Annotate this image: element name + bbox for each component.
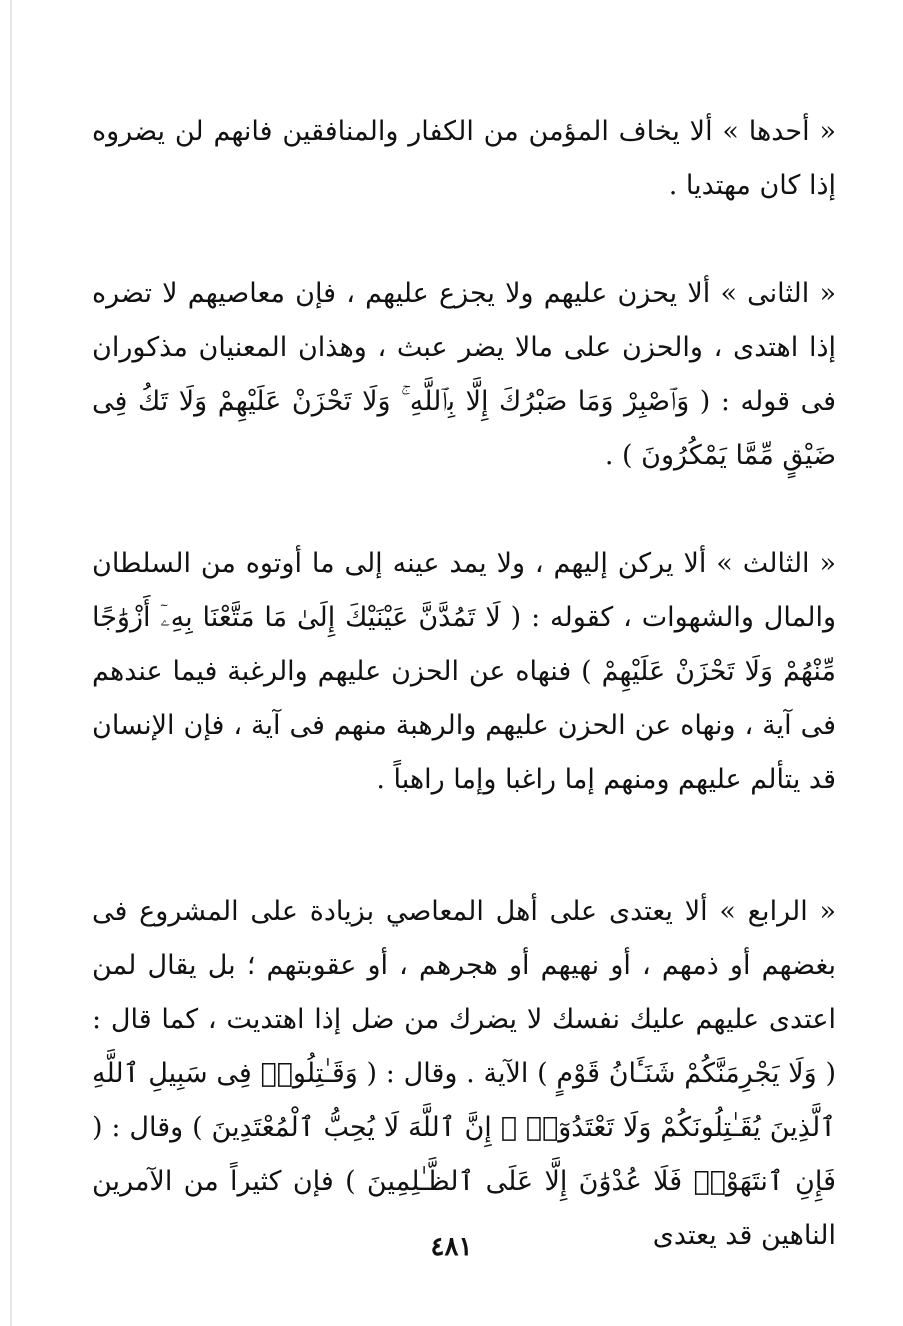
paragraph-fourth: « الرابع » ألا يعتدى على أهل المعاصي بزيادة على المشروع فى بغضهم أو ذمهم ، أو نهيهم أو هجرهم ، أو عقوبتهم ؛ بل يقال لمن اعتدى عليهم عليك نفسك لا يضرك من ضل إذا اهتديت ، كما قال : ( وَلَا يَجْرِمَنَّكُمْ شَنَـَٔانُ قَوْمٍ ) الآية . وقال : ( وَقَـٰتِلُوا۟ فِى سَبِيلِ ٱللَّهِ ٱلَّذِينَ يُقَـٰتِلُونَكُمْ وَلَا تَعْتَدُوٓا۟ ۚ إِنَّ ٱللَّهَ لَا يُحِبُّ ٱلْمُعْتَدِينَ ) وقال : ( فَإِنِ ٱنتَهَوْا۟ فَلَا عُدْوَٰنَ إِلَّا عَلَى ٱلظَّـٰلِمِينَ ) فإن كثيراً من الآمرين الناهين قد يعتدى	[92, 896, 836, 1251]
paragraph-second: « الثانى » ألا يحزن عليهم ولا يجزع عليهم ، فإن معاصيهم لا تضره إذا اهتدى ، والحزن على مالا يضر عبث ، وهذان المعنيان مذكوران فى قوله : ( وَٱصْبِرْ وَمَا صَبْرُكَ إِلَّا بِٱللَّهِ ۚ وَلَا تَحْزَنْ عَلَيْهِمْ وَلَا تَكُ فِى ضَيْقٍ مِّمَّا يَمْكُرُونَ ) .	[92, 278, 836, 471]
paragraph-first: « أحدها » ألا يخاف المؤمن من الكفار والمنافقين فانهم لن يضروه إذا كان مهتديا .	[92, 116, 836, 201]
scan-edge-line	[10, 0, 12, 1326]
paragraph-third: « الثالث » ألا يركن إليهم ، ولا يمد عينه إلى ما أوتوه من السلطان والمال والشهوات ، كقوله : ( لَا تَمُدَّنَّ عَيْنَيْكَ إِلَىٰ مَا مَتَّعْنَا بِهِۦٓ أَزْوَٰجًا مِّنْهُمْ وَلَا تَحْزَنْ عَلَيْهِمْ ) فنهاه عن الحزن عليهم والرغبة فيما عندهم فى آية ، ونهاه عن الحزن عليهم والرهبة منهم فى آية ، فإن الإنسان قد يتألم عليهم ومنهم إما راغبا وإما راهباً .	[92, 548, 836, 795]
page-number: ٤٨١	[430, 1232, 473, 1262]
